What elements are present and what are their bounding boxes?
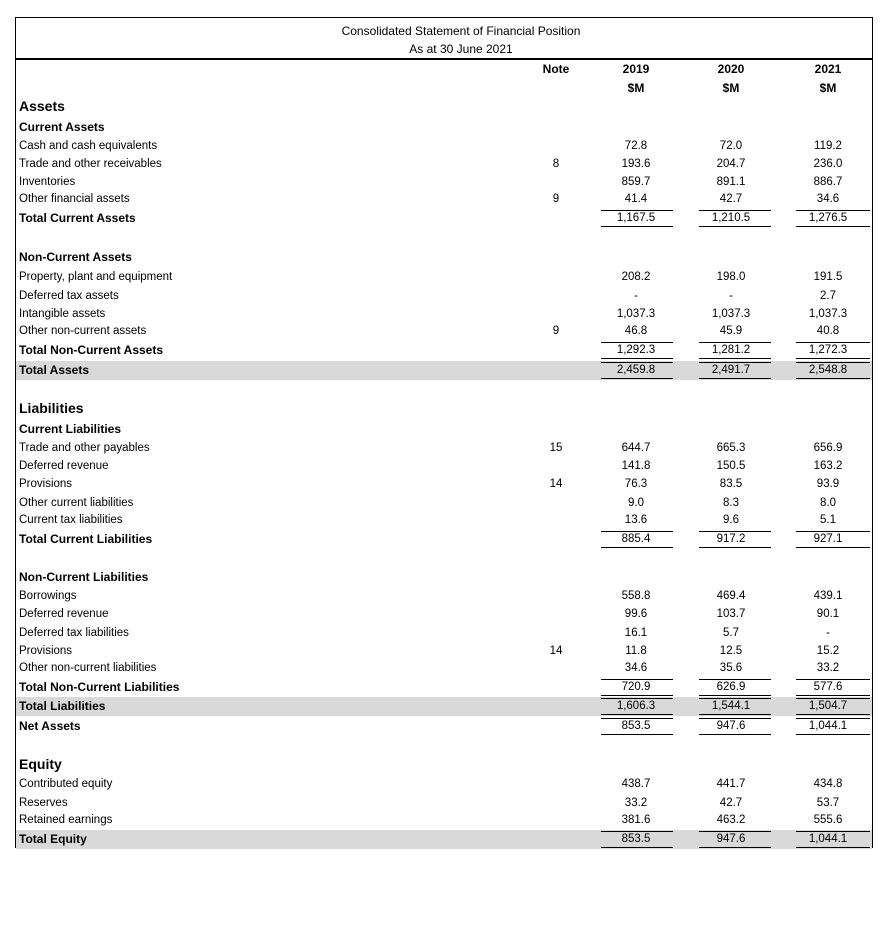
row-value-2019: 33.2 [624, 797, 648, 809]
row-value-2019: 438.7 [621, 778, 651, 790]
row-value-2021: 1,272.3 [808, 344, 848, 356]
statement-row-total-equity [16, 830, 872, 848]
row-label: Equity [19, 756, 62, 772]
statement-row-current-liabilities [16, 420, 872, 438]
row-value-2020: 5.7 [723, 627, 739, 639]
row-value-2020: 2,491.7 [711, 364, 751, 376]
row-value-2019: 1,167.5 [616, 212, 656, 224]
row-value-2021: 53.7 [816, 797, 840, 809]
row-label: Total Current Assets [19, 211, 136, 225]
row-value-2020: 1,281.2 [711, 344, 751, 356]
statement-row-equity [16, 755, 872, 773]
row-value-2020: 8.3 [723, 497, 739, 509]
statement-row-inventories [16, 173, 872, 191]
row-value-2021: 33.2 [816, 662, 840, 674]
row-value-2021: 927.1 [813, 533, 843, 545]
row-value-2019: 72.8 [624, 140, 648, 152]
row-value-2020: 42.7 [719, 797, 743, 809]
statement-row-total-current-assets [16, 209, 872, 227]
row-value-2019: 16.1 [624, 627, 648, 639]
row-value-2019: 1,037.3 [616, 308, 656, 320]
row-value-2021: 1,276.5 [808, 212, 848, 224]
statement-row-deferred-rev-cl [16, 457, 872, 475]
row-value-2021: 236.0 [813, 158, 843, 170]
row-value-2019: 34.6 [624, 662, 648, 674]
statement-row-assets [16, 97, 872, 115]
statement-row-total-liabilities [16, 697, 872, 715]
row-value-2020: 917.2 [716, 533, 746, 545]
row-value-2021: 93.9 [816, 478, 840, 490]
statement-row-total-cl [16, 530, 872, 548]
row-value-2021: 2.7 [820, 290, 836, 302]
row-label: Total Assets [19, 363, 90, 377]
row-value-2020: 204.7 [716, 158, 746, 170]
row-value-2019: 141.8 [621, 460, 651, 472]
row-label: Borrowings [19, 590, 77, 602]
row-value-2020: 198.0 [716, 271, 746, 283]
row-label: Cash and cash equivalents [19, 140, 158, 152]
row-value-2019: 1,292.3 [616, 344, 656, 356]
row-value-2021: 656.9 [813, 442, 843, 454]
row-value-2019: 46.8 [624, 325, 648, 337]
note-column-header: Note [542, 62, 570, 76]
statement-row-intangibles [16, 305, 872, 323]
unit-header-2020: $M [722, 81, 740, 95]
statement-row-cash [16, 137, 872, 155]
row-value-2020: 42.7 [719, 193, 743, 205]
row-label: Inventories [19, 176, 76, 188]
row-value-2019: 558.8 [621, 590, 651, 602]
row-label: Provisions [19, 478, 73, 490]
row-value-2020: 150.5 [716, 460, 746, 472]
row-value-2021: 1,037.3 [808, 308, 848, 320]
statement-subtitle: As at 30 June 2021 [409, 42, 513, 56]
row-value-2021: 577.6 [813, 681, 843, 693]
row-value-2021: 15.2 [816, 645, 840, 657]
row-value-2019: 853.5 [621, 720, 651, 732]
statement-row-trade-receivables [16, 155, 872, 173]
row-value-2021: 2,548.8 [808, 364, 848, 376]
statement-row-noncurrent-liabilities [16, 568, 872, 586]
row-value-2020: - [729, 290, 733, 302]
row-label: Reserves [19, 797, 68, 809]
row-value-2019: 853.5 [621, 833, 651, 845]
statement-row-other-fin-assets [16, 190, 872, 208]
row-value-2021: 1,044.1 [808, 720, 848, 732]
row-value-2021: 8.0 [820, 497, 836, 509]
statement-row-borrowings [16, 587, 872, 605]
statement-title: Consolidated Statement of Financial Position [341, 24, 581, 38]
financial-statement-sheet [15, 17, 873, 848]
row-value-2019: 9.0 [628, 497, 644, 509]
row-value-2021: 163.2 [813, 460, 843, 472]
row-value-2020: 947.6 [716, 833, 746, 845]
row-value-2021: - [826, 627, 830, 639]
row-value-2021: 555.6 [813, 814, 843, 826]
row-value-2019: 859.7 [621, 176, 651, 188]
row-label: Total Equity [19, 832, 87, 846]
row-label: Other current liabilities [19, 497, 134, 509]
year-header-2020: 2020 [717, 62, 745, 76]
row-label: Deferred revenue [19, 608, 109, 620]
row-value-2019: 193.6 [621, 158, 651, 170]
row-value-2021: 886.7 [813, 176, 843, 188]
row-value-2019: 11.8 [625, 645, 647, 657]
statement-row-total-ncl [16, 678, 872, 696]
row-label: Other non-current assets [19, 325, 147, 337]
unit-header-2021: $M [819, 81, 837, 95]
row-value-2020: 72.0 [719, 140, 743, 152]
row-value-2020: 947.6 [716, 720, 746, 732]
statement-row-other-ncl [16, 659, 872, 677]
row-value-2020: 1,544.1 [711, 700, 751, 712]
row-value-2019: - [634, 290, 638, 302]
row-value-2021: 119.2 [814, 140, 842, 152]
row-value-2021: 439.1 [813, 590, 843, 602]
row-label: Non-Current Liabilities [19, 570, 149, 584]
row-label: Deferred tax assets [19, 290, 119, 302]
statement-row-reserves [16, 794, 872, 812]
row-label: Intangible assets [19, 308, 106, 320]
row-value-2019: 381.6 [621, 814, 651, 826]
row-value-2021: 34.6 [816, 193, 840, 205]
year-header-2021: 2021 [814, 62, 842, 76]
row-value-2020: 103.7 [716, 608, 746, 620]
statement-row-provisions-ncl [16, 642, 872, 660]
row-value-2019: 885.4 [621, 533, 651, 545]
statement-row-ppe [16, 268, 872, 286]
statement-row-net-assets [16, 717, 872, 735]
row-value-2021: 434.8 [813, 778, 843, 790]
row-label: Trade and other receivables [19, 158, 162, 170]
row-label: Retained earnings [19, 814, 113, 826]
row-value-2020: 1,210.5 [711, 212, 751, 224]
row-value-2020: 891.1 [716, 176, 746, 188]
row-value-2019: 208.2 [621, 271, 651, 283]
statement-row-total-assets [16, 361, 872, 379]
statement-row-dtl [16, 624, 872, 642]
row-note: 8 [552, 158, 560, 170]
row-label: Other non-current liabilities [19, 662, 157, 674]
row-note: 15 [549, 442, 563, 454]
row-label: Liabilities [19, 400, 84, 416]
row-label: Other financial assets [19, 193, 130, 205]
row-note: 14 [549, 478, 563, 490]
row-value-2020: 626.9 [716, 681, 746, 693]
statement-row-current-assets [16, 118, 872, 136]
statement-row-total-nca [16, 341, 872, 359]
row-value-2019: 1,606.3 [616, 700, 656, 712]
row-value-2020: 9.6 [723, 514, 739, 526]
row-value-2019: 720.9 [621, 681, 651, 693]
row-label: Deferred revenue [19, 460, 109, 472]
row-value-2020: 463.2 [716, 814, 746, 826]
statement-row-liabilities [16, 399, 872, 417]
statement-row-noncurrent-assets [16, 248, 872, 266]
statement-row-retained-earnings [16, 811, 872, 829]
year-header-2019: 2019 [622, 62, 650, 76]
row-label: Provisions [19, 645, 73, 657]
row-value-2019: 41.4 [624, 193, 648, 205]
row-value-2020: 1,037.3 [711, 308, 751, 320]
row-value-2021: 1,044.1 [808, 833, 848, 845]
row-value-2020: 45.9 [719, 325, 743, 337]
row-note: 14 [549, 645, 563, 657]
row-note: 9 [552, 193, 560, 205]
row-value-2019: 99.6 [624, 608, 648, 620]
row-label: Current Liabilities [19, 422, 122, 436]
row-value-2019: 76.3 [624, 478, 648, 490]
row-value-2021: 5.1 [820, 514, 836, 526]
row-label: Contributed equity [19, 778, 113, 790]
row-label: Property, plant and equipment [19, 271, 173, 283]
row-note: 9 [552, 325, 560, 337]
row-label: Trade and other payables [19, 442, 150, 454]
row-value-2021: 90.1 [816, 608, 840, 620]
row-value-2019: 13.6 [624, 514, 648, 526]
row-label: Total Non-Current Liabilities [19, 680, 180, 694]
statement-row-dta [16, 287, 872, 305]
statement-row-provisions-cl [16, 475, 872, 493]
row-value-2020: 469.4 [716, 590, 746, 602]
row-value-2021: 1,504.7 [808, 700, 848, 712]
row-label: Current Assets [19, 120, 105, 134]
row-label: Deferred tax liabilities [19, 627, 129, 639]
statement-row-trade-payables [16, 439, 872, 457]
row-label: Net Assets [19, 719, 81, 733]
row-value-2019: 2,459.8 [616, 364, 656, 376]
row-label: Current tax liabilities [19, 514, 123, 526]
statement-row-other-nca [16, 322, 872, 340]
row-value-2020: 35.6 [719, 662, 743, 674]
row-value-2019: 644.7 [621, 442, 651, 454]
statement-row-deferred-rev-ncl [16, 605, 872, 623]
row-label: Assets [19, 98, 65, 114]
row-value-2020: 12.5 [719, 645, 743, 657]
row-label: Total Liabilities [19, 699, 106, 713]
row-label: Total Non-Current Assets [19, 343, 164, 357]
row-label: Total Current Liabilities [19, 532, 153, 546]
row-value-2020: 83.5 [719, 478, 743, 490]
unit-header-2019: $M [627, 81, 645, 95]
statement-row-other-cl [16, 494, 872, 512]
statement-row-current-tax [16, 511, 872, 529]
row-value-2020: 441.7 [716, 778, 746, 790]
row-value-2020: 665.3 [716, 442, 746, 454]
row-value-2021: 191.5 [813, 271, 843, 283]
statement-row-contributed-equity [16, 775, 872, 793]
row-value-2021: 40.8 [816, 325, 840, 337]
row-label: Non-Current Assets [19, 250, 132, 264]
